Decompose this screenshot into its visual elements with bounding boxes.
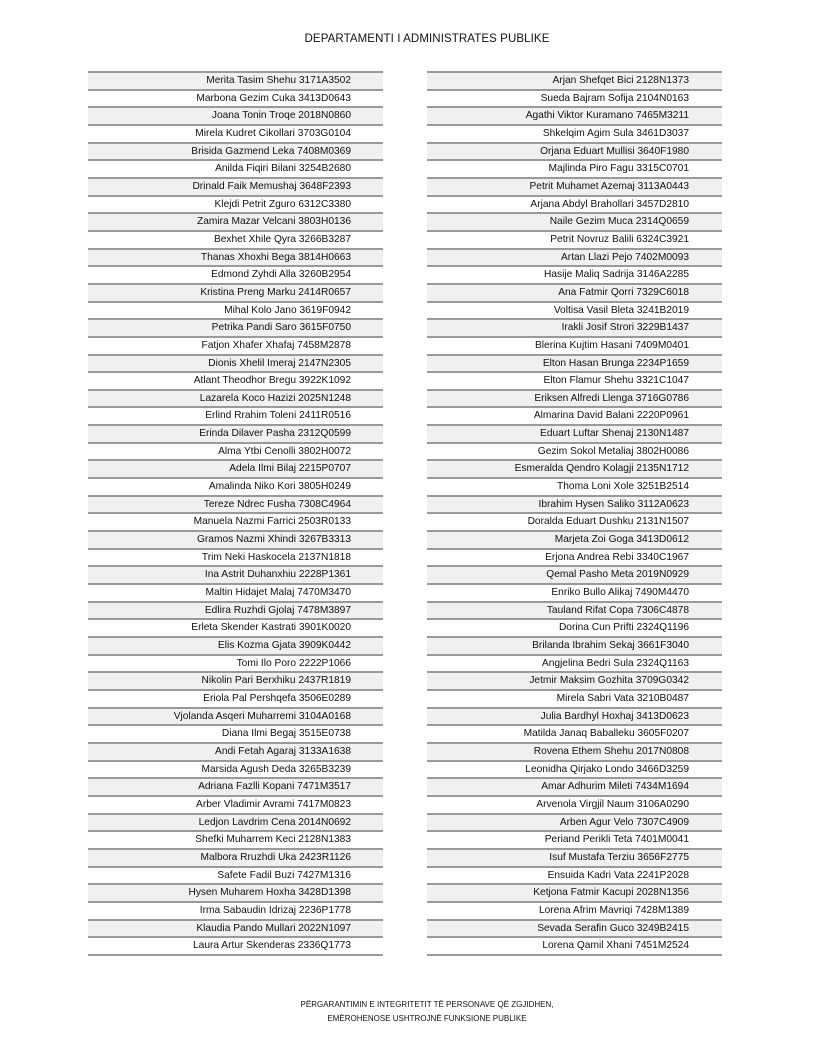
list-item: Amalinda Niko Kori 3805H0249 xyxy=(88,479,383,497)
left-name-list xyxy=(88,71,383,956)
list-item: Lorena Afrim Mavriqi 7428M1389 xyxy=(427,903,722,921)
list-item: Vjolanda Asqeri Muharremi 3104A0168 xyxy=(88,709,383,727)
list-item: Julia Bardhyl Hoxhaj 3413D0623 xyxy=(427,709,722,727)
list-item: Drinald Faik Memushaj 3648F2393 xyxy=(88,179,383,197)
list-item: Dionis Xhelil Imeraj 2147N2305 xyxy=(88,356,383,374)
list-item: Malbora Rruzhdi Uka 2423R1126 xyxy=(88,850,383,868)
footer-line-2: EMËROHENOSE USHTROJNË FUNKSIONE PUBLIKE xyxy=(327,1014,527,1023)
list-item: Adela Ilmi Bilaj 2215P0707 xyxy=(88,461,383,479)
list-item: Leonidha Qirjako Londo 3466D3259 xyxy=(427,762,722,780)
list-item: Kristina Preng Marku 2414R0657 xyxy=(88,285,383,303)
list-item: Petrit Novruz Balili 6324C3921 xyxy=(427,232,722,250)
list-item: Thanas Xhoxhi Bega 3814H0663 xyxy=(88,250,383,268)
list-item: Marbona Gezim Cuka 3413D0643 xyxy=(88,91,383,109)
list-item: Ketjona Fatmir Kacupi 2028N1356 xyxy=(427,885,722,903)
list-item: Shefki Muharrem Keci 2128N1383 xyxy=(88,832,383,850)
list-item: Ina Astrit Duhanxhiu 2228P1361 xyxy=(88,567,383,585)
list-item: Hasije Maliq Sadrija 3146A2285 xyxy=(427,267,722,285)
list-item: Eriksen Alfredi Llenga 3716G0786 xyxy=(427,391,722,409)
list-item: Safete Fadil Buzi 7427M1316 xyxy=(88,868,383,886)
footer-line-1: PËRGARANTIMIN E INTEGRITETIT TË PERSONAVE QË ZGJIDHEN, xyxy=(300,1000,554,1009)
list-item: Laura Artur Skenderas 2336Q1773 xyxy=(88,938,383,956)
list-body xyxy=(88,73,383,956)
list-item: Merita Tasim Shehu 3171A3502 xyxy=(88,73,383,91)
list-item: Marsida Agush Deda 3265B3239 xyxy=(88,762,383,780)
list-item: Jetmir Maksim Gozhita 3709G0342 xyxy=(427,673,722,691)
list-item: Thoma Loni Xole 3251B2514 xyxy=(427,479,722,497)
list-item: Enriko Bullo Alikaj 7490M4470 xyxy=(427,585,722,603)
list-item: Erjona Andrea Rebi 3340C1967 xyxy=(427,550,722,568)
list-item: Marjeta Zoi Goga 3413D0612 xyxy=(427,532,722,550)
list-item: Anilda Fiqiri Bilani 3254B2680 xyxy=(88,161,383,179)
list-item: Adriana Fazlli Kopani 7471M3517 xyxy=(88,779,383,797)
list-item: Petrika Pandi Saro 3615F0750 xyxy=(88,320,383,338)
list-item: Erleta Skender Kastrati 3901K0020 xyxy=(88,620,383,638)
list-item: Voltisa Vasil Bleta 3241B2019 xyxy=(427,303,722,321)
list-item: Trim Neki Haskocela 2137N1818 xyxy=(88,550,383,568)
list-item: Almarina David Balani 2220P0961 xyxy=(427,408,722,426)
list-item: Edmond Zyhdi Alla 3260B2954 xyxy=(88,267,383,285)
right-name-list xyxy=(427,71,722,956)
list-item: Artan Llazi Pejo 7402M0093 xyxy=(427,250,722,268)
list-item: Klejdi Petrit Zguro 6312C3380 xyxy=(88,197,383,215)
list-item: Nikolin Pari Berxhiku 2437R1819 xyxy=(88,673,383,691)
list-item: Agathi Viktor Kuramano 7465M3211 xyxy=(427,108,722,126)
list-item: Brilanda Ibrahim Sekaj 3661F3040 xyxy=(427,638,722,656)
list-item: Arvenola Virgjil Naum 3106A0290 xyxy=(427,797,722,815)
list-item: Majlinda Piro Fagu 3315C0701 xyxy=(427,161,722,179)
list-item: Ibrahim Hysen Saliko 3112A0623 xyxy=(427,497,722,515)
list-item: Maltin Hidajet Malaj 7470M3470 xyxy=(88,585,383,603)
list-item: Sevada Serafin Guco 3249B2415 xyxy=(427,921,722,939)
list-item: Doralda Eduart Dushku 2131N1507 xyxy=(427,514,722,532)
list-item: Periand Perikli Teta 7401M0041 xyxy=(427,832,722,850)
list-item: Tereze Ndrec Fusha 7308C4964 xyxy=(88,497,383,515)
list-item: Dorina Cun Prifti 2324Q1196 xyxy=(427,620,722,638)
list-item: Qemal Pasho Meta 2019N0929 xyxy=(427,567,722,585)
list-item: Ana Fatmir Qorri 7329C6018 xyxy=(427,285,722,303)
list-item: Klaudia Pando Mullari 2022N1097 xyxy=(88,921,383,939)
page-footer xyxy=(0,998,816,1026)
list-item: Lazarela Koco Hazizi 2025N1248 xyxy=(88,391,383,409)
list-item: Tomi Ilo Poro 2222P1066 xyxy=(88,656,383,674)
list-item: Petrit Muhamet Azemaj 3113A0443 xyxy=(427,179,722,197)
list-item: Angjelina Bedri Sula 2324Q1163 xyxy=(427,656,722,674)
list-item: Matilda Janaq Baballeku 3605F0207 xyxy=(427,726,722,744)
list-item: Brisida Gazmend Leka 7408M0369 xyxy=(88,144,383,162)
list-item: Esmeralda Qendro Kolagji 2135N1712 xyxy=(427,461,722,479)
list-item: Arben Agur Velo 7307C4909 xyxy=(427,815,722,833)
list-item: Hysen Muharem Hoxha 3428D1398 xyxy=(88,885,383,903)
list-item: Orjana Eduart Mullisi 3640F1980 xyxy=(427,144,722,162)
list-item: Elton Hasan Brunga 2234P1659 xyxy=(427,356,722,374)
list-item: Bexhet Xhile Qyra 3266B3287 xyxy=(88,232,383,250)
list-item: Eriola Pal Pershqefa 3506E0289 xyxy=(88,691,383,709)
list-item: Rovena Ethem Shehu 2017N0808 xyxy=(427,744,722,762)
list-item: Naile Gezim Muca 2314Q0659 xyxy=(427,214,722,232)
list-item: Elton Flamur Shehu 3321C1047 xyxy=(427,373,722,391)
list-item: Ledjon Lavdrim Cena 2014N0692 xyxy=(88,815,383,833)
list-item: Diana Ilmi Begaj 3515E0738 xyxy=(88,726,383,744)
list-item: Lorena Qamil Xhani 7451M2524 xyxy=(427,938,722,956)
list-item: Mirela Kudret Cikollari 3703G0104 xyxy=(88,126,383,144)
list-item: Irakli Josif Strori 3229B1437 xyxy=(427,320,722,338)
list-item: Arjana Abdyl Brahollari 3457D2810 xyxy=(427,197,722,215)
list-item: Joana Tonin Troqe 2018N0860 xyxy=(88,108,383,126)
list-item: Gramos Nazmi Xhindi 3267B3313 xyxy=(88,532,383,550)
list-item: Arjan Shefqet Bici 2128N1373 xyxy=(427,73,722,91)
list-item: Erinda Dilaver Pasha 2312Q0599 xyxy=(88,426,383,444)
list-item: Amar Adhurim Mileti 7434M1694 xyxy=(427,779,722,797)
list-item: Isuf Mustafa Terziu 3656F2775 xyxy=(427,850,722,868)
list-item: Mirela Sabri Vata 3210B0487 xyxy=(427,691,722,709)
list-item: Atlant Theodhor Bregu 3922K1092 xyxy=(88,373,383,391)
list-item: Zamira Mazar Velcani 3803H0136 xyxy=(88,214,383,232)
list-item: Edlira Ruzhdi Gjolaj 7478M3897 xyxy=(88,603,383,621)
list-item: Shkelqim Agim Sula 3461D3037 xyxy=(427,126,722,144)
list-item: Blerina Kujtim Hasani 7409M0401 xyxy=(427,338,722,356)
list-item: Tauland Rifat Copa 7306C4878 xyxy=(427,603,722,621)
list-item: Ensuida Kadri Vata 2241P2028 xyxy=(427,868,722,886)
list-item: Eduart Luftar Shenaj 2130N1487 xyxy=(427,426,722,444)
list-item: Mihal Kolo Jano 3619F0942 xyxy=(88,303,383,321)
list-item: Sueda Bajram Sofija 2104N0163 xyxy=(427,91,722,109)
list-item: Manuela Nazmi Farrici 2503R0133 xyxy=(88,514,383,532)
page-title: DEPARTAMENTI I ADMINISTRATES PUBLIKE xyxy=(304,33,550,45)
list-item: Alma Ytbi Cenolli 3802H0072 xyxy=(88,444,383,462)
list-item: Andi Fetah Agaraj 3133A1638 xyxy=(88,744,383,762)
list-item: Irma Sabaudin Idrizaj 2236P1778 xyxy=(88,903,383,921)
list-item: Erlind Rrahim Toleni 2411R0516 xyxy=(88,408,383,426)
list-body xyxy=(427,73,722,956)
list-item: Fatjon Xhafer Xhafaj 7458M2878 xyxy=(88,338,383,356)
list-item: Gezim Sokol Metaliaj 3802H0086 xyxy=(427,444,722,462)
list-item: Elis Kozma Gjata 3909K0442 xyxy=(88,638,383,656)
list-item: Arber Vladimir Avrami 7417M0823 xyxy=(88,797,383,815)
